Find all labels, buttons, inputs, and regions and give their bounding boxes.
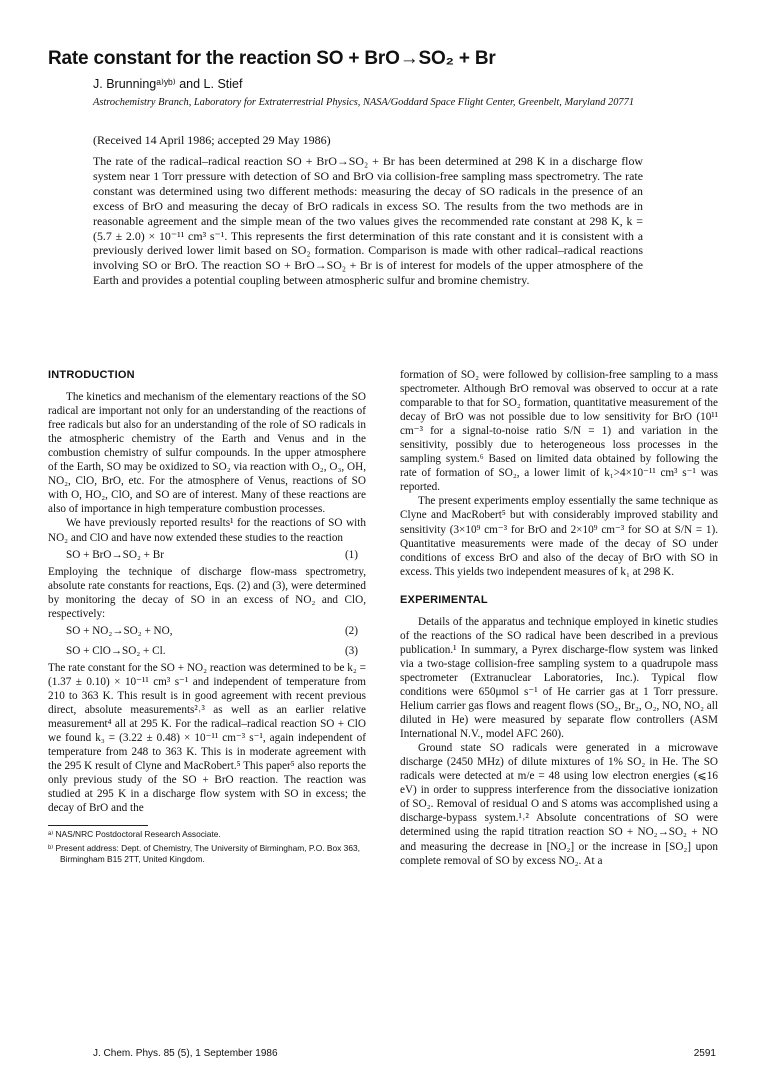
right-column (400, 368, 718, 868)
article-title: Rate constant for the reaction SO + BrO→SO₂ + Br (48, 48, 496, 69)
journal-citation: J. Chem. Phys. 85 (5), 1 September 1986 (93, 1048, 278, 1059)
body-paragraph: Ground state SO radicals were generated in a microwave discharge (2450 MHz) of dilute mixtures of 1% SO₂ in He. The SO radicals were detected at m/e = 48 using low electron energies (⩽16 eV) in order to suppress interference from the dissociative ionization of SO₂. Removal of residual O and S atoms was accomplished using a discharge-bypass system.¹˒² Absolute concentrations of SO were determined using the rapid titration reaction SO + NO₂→SO₂ + NO and measuring the decrease in [NO₂] or the increase in [SO₂] upon complete removal of SO by excess NO₂. At a (400, 742, 718, 867)
authors: J. Brunningᵃ⁾ʸᵇ⁾ and L. Stief (93, 77, 243, 91)
intro-paragraph: Employing the technique of discharge flow-mass spectrometry, absolute rate constants for reactions, Eqs. (2) and (3), were determined by monitoring the decay of SO in an excess of NO₂ and ClO, respectively: (48, 565, 366, 620)
page-number: 2591 (693, 1048, 716, 1059)
intro-paragraph: The rate constant for the SO + NO₂ reaction was determined to be k₂ = (1.37 ± 0.10) × 10⁻¹¹ cm³ s⁻¹ and independent of temperature from 210 to 363 K. This result is in good agreement with recent previous direct, absolute measurements²˒³ as well as an earlier relative measurement⁴ all at 295 K. For the radical–radical reaction SO + ClO we found k₃ = (3.22 ± 0.48) × 10⁻¹¹ cm⁻³ s⁻¹, again independent of temperature from 248 to 363 K. This is in moderate agreement with the 295 K result of Clyne and MacRobert.⁵ This paper⁵ also reports the only previous study of the SO + BrO reaction. The reaction was studied at 295 K in a discharge flow system with SO in excess; the decay of BrO and the (48, 661, 366, 815)
intro-paragraph: The kinetics and mechanism of the elementary reactions of the SO radical are important not only for an understanding of the reactions of free radicals but also for an understanding of the role of SO radicals in the atmospheric chemistry of the Earth and Venus and in the combustion chemistry of sulfur compounds. In the upper atmosphere of the Earth, SO may be oxidized to SO₂ via reaction with O₂, O₃, OH, NO₂, ClO, BrO, etc. For the atmosphere of Venus, reactions of SO with O, HO₂, ClO, and SO are of interest. Many of these reactions are also of importance in high temperature combustion processes. (48, 391, 366, 516)
equation-text: SO + BrO→SO₂ + Br (66, 548, 164, 561)
intro-paragraph: We have previously reported results¹ for the reactions of SO with NO₂ and ClO and have now extended these studies to the reaction (48, 517, 366, 544)
body-paragraph: Details of the apparatus and technique employed in kinetic studies of the reactions of the SO radical have been described in a previous publication.¹ In summary, a Pyrex discharge-flow system was linked via a two-stage collision-free sampling system to a quadrupole mass spectrometer (Extranuclear Laboratories, Inc.). Typical flow conditions were 650μmol s⁻¹ of He carrier gas at 1 Torr pressure. Helium carrier gas flows and reagent flows (SO₂, Br₂, O₂, NO, NO₂ all diluted in He) were measured by separate flow controllers (ASM International N.V., model AFC 260). (400, 615, 718, 741)
affiliation: Astrochemistry Branch, Laboratory for Extraterrestrial Physics, NASA/Goddard Space Flight Center, Greenbelt, Maryland 20771 (93, 97, 635, 108)
received-dates: (Received 14 April 1986; accepted 29 May 1986) (93, 133, 331, 147)
equation-text: SO + ClO→SO₂ + Cl. (66, 644, 166, 657)
equation-3 (48, 641, 366, 661)
equation-text: SO + NO₂→SO₂ + NO, (66, 624, 173, 637)
section-heading-introduction: INTRODUCTION (48, 369, 135, 381)
section-heading-experimental: EXPERIMENTAL (400, 593, 488, 606)
body-paragraph: formation of SO₂ were followed by collision-free sampling to a mass spectrometer. Although BrO removal was observed to occur at a rate comparable to that for SO₂ formation, quantitative measurement of the decay of BrO was not possible due to low sensitivity for BrO (10¹¹ cm⁻³ for a signal-to-noise ratio S/N = 1) and variation in the sensitivity, possibly due to heterogeneous loss processes in the sampling system.⁶ Based on limited data obtained by following the rate of formation of SO₂, a lower limit of k₁>4×10⁻¹¹ cm³ s⁻¹ was reported. (400, 369, 718, 494)
equation-number: (2) (344, 624, 358, 637)
equation-2 (48, 621, 366, 641)
equation-1 (48, 545, 366, 565)
left-column (48, 368, 366, 865)
equation-number: (3) (344, 644, 358, 657)
equation-number: (1) (344, 548, 358, 561)
footnote-divider (48, 825, 148, 826)
footnote-a: ᵃ⁾ NAS/NRC Postdoctoral Research Associate. (48, 829, 221, 840)
footnote-b: ᵇ⁾ Present address: Dept. of Chemistry, The University of Birmingham, P.O. Box 363, Birmingham B15 2TT, United Kingdom. (48, 843, 360, 865)
body-paragraph: The present experiments employ essentially the same technique as Clyne and MacRobert⁵ but with considerably improved stability and sensitivity (3×10⁹ cm⁻³ for BrO and 2×10⁹ cm⁻³ for SO at S/N = 1). Quantitative measurements were made of the decay of SO under conditions of excess BrO and also of the decay of BrO with SO in excess. This yields two independent measures of k₁ at 298 K. (400, 495, 718, 578)
abstract: The rate of the radical–radical reaction SO + BrO→SO₂ + Br has been determined at 298 K in a discharge flow system near 1 Torr pressure with detection of SO and BrO via collision-free sampling mass spectrometry. The rate constant was determined using two different methods: measuring the decay of SO radicals in the presence of an excess of BrO and measuring the decay of BrO radicals in excess SO. The results from the two methods are in reasonable agreement and the simple mean of the two values gives the recommended rate constant at 298 K, k = (5.7 ± 2.0) × 10⁻¹¹ cm³ s⁻¹. This represents the first determination of this rate constant and it is consistent with a previously derived lower limit based on SO₂ formation. Comparison is made with other radical–radical reactions involving SO or BrO. The reaction SO + BrO→SO₂ + Br is of interest for models of the upper atmosphere of the Earth and provides a potential coupling between atmospheric sulfur and bromine chemistry. (93, 154, 643, 288)
